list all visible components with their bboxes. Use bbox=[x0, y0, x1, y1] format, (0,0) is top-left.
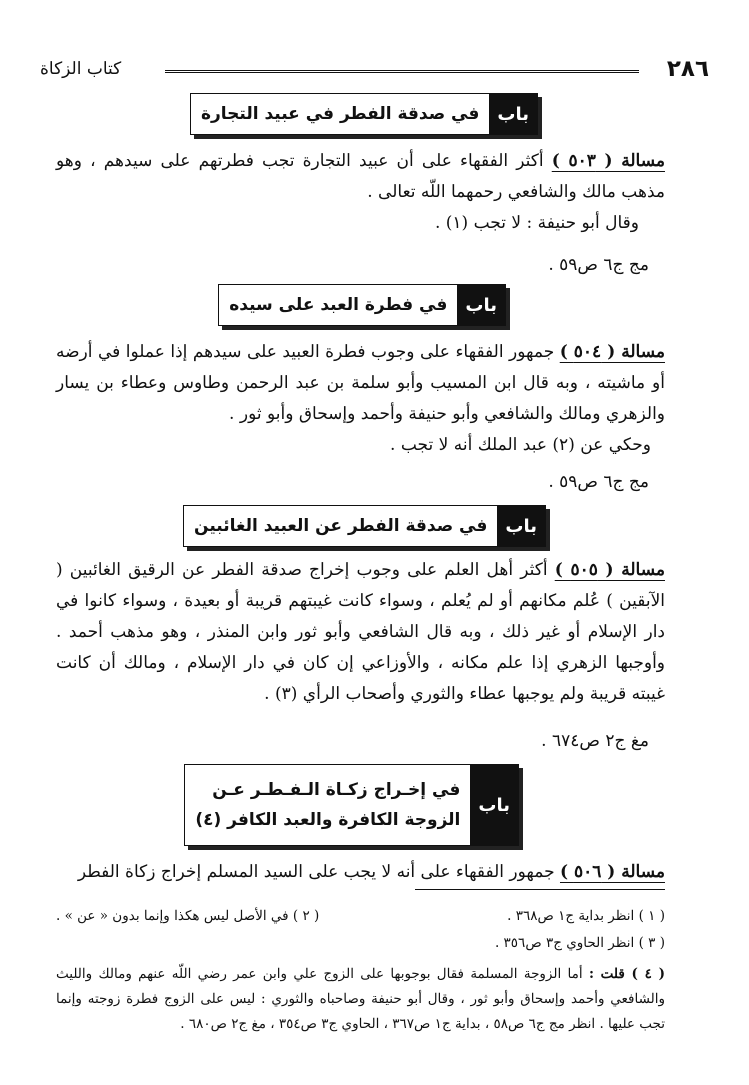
chapter-title bbox=[185, 765, 470, 845]
header-rule bbox=[165, 70, 639, 76]
reference-line: مج ج٦ ص٥٩ . bbox=[548, 472, 649, 492]
saying-line: وحكي عن (٢) عبد الملك أنه لا تجب . bbox=[390, 435, 651, 455]
footnote-3: ( ٣ ) انظر الحاوي ج٣ ص٣٥٦ . bbox=[494, 935, 665, 951]
masala-506 bbox=[56, 857, 665, 888]
bab-label: باب bbox=[489, 94, 537, 134]
chapter-heading-1 bbox=[190, 93, 538, 135]
footnote-rule bbox=[415, 889, 665, 890]
footnote-2: ( ٢ ) في الأصل ليس هكذا وإنما بدون « عن » . bbox=[56, 908, 320, 924]
footnote-row bbox=[56, 908, 665, 933]
bab-label: باب bbox=[497, 506, 545, 546]
masala-text: جمهور الفقهاء على وجوب فطرة العبيد على سيدهم إذا عملوا في أرضه أو ماشيته ، وبه قال ابن المسيب وأبو سلمة بن عبد الرحمن وطاوس وعطاء بن يسار والزهري ومالك والشافعي وأبو حنيفة وأحمد وإسحاق وأبو ثور . bbox=[56, 342, 665, 424]
masala-label: مسالة ( ٥٠٥ ) bbox=[554, 560, 665, 580]
bab-label: باب bbox=[457, 285, 505, 325]
masala-label: مسالة ( ٥٠٦ ) bbox=[559, 862, 665, 882]
reference-line: مغ ج٢ ص٦٧٤ . bbox=[541, 731, 649, 751]
masala-text: أكثر أهل العلم على وجوب إخراج صدقة الفطر عن الرقيق الغائبين ( الآبقين ) عُلم مكانهم أو لم يُعلم ، وسواء كانت غيبتهم قريبة أو بعيدة ، وسواء كانوا في دار الإسلام أو غير ذلك ، وبه قال الشافعي وأبو ثور وابن المنذر ، وهو مذهب أحمد . وأوجبها الزهري إذا علم مكانه ، والأوزاعي إن كان في دار الإسلام ، ومالك أن كانت غيبته قريبة ولم يوجبها عطاء والثوري وأصحاب الرأي (٣) . bbox=[56, 560, 665, 704]
running-header bbox=[40, 56, 709, 86]
saying-line: وقال أبو حنيفة : لا تجب (١) . bbox=[434, 213, 639, 233]
book-title: كتاب الزكاة bbox=[40, 59, 122, 79]
footnote-row bbox=[56, 935, 665, 960]
masala-505 bbox=[56, 555, 665, 710]
page-number: ٢٨٦ bbox=[666, 56, 709, 82]
bab-label: باب bbox=[470, 765, 518, 845]
chapter-title: في صدقة الفطر عن العبيد الغائبين bbox=[194, 516, 488, 536]
footnote-4-label: ( ٤ ) قلت : bbox=[588, 966, 666, 982]
footnote-1: ( ١ ) انظر بداية ج١ ص٣٦٨ . bbox=[507, 908, 665, 924]
chapter-title-line-1: في إخـراج زكـاة الـفـطـر عـن bbox=[212, 780, 461, 800]
masala-text: أكثر الفقهاء على أن عبيد التجارة تجب فطرتهم على سيدهم ، وهو مذهب مالك والشافعي رحمهما اللّه تعالى . bbox=[56, 151, 665, 202]
reference-line: مج ج٦ ص٥٩ . bbox=[548, 255, 649, 275]
masala-label: مسالة ( ٥٠٤ ) bbox=[559, 342, 665, 362]
chapter-title-line-2: الزوجة الكافرة والعبد الكافر (٤) bbox=[195, 810, 461, 830]
masala-text: جمهور الفقهاء على أنه لا يجب على السيد المسلم إخراج زكاة الفطر bbox=[77, 862, 555, 882]
chapter-heading-3 bbox=[183, 505, 546, 547]
footnote-4 bbox=[56, 962, 665, 1037]
masala-504 bbox=[56, 337, 665, 430]
chapter-heading-2 bbox=[218, 284, 506, 326]
chapter-heading-4 bbox=[184, 764, 519, 846]
chapter-title: في فطرة العبد على سيده bbox=[229, 295, 448, 315]
masala-503 bbox=[56, 146, 665, 208]
footnote-4-text: أما الزوجة المسلمة فقال بوجوبها على الزوج علي وابن عمر رضي اللّه عنهم ومالك والليث والشافعي وأحمد وإسحاق وأبو ثور ، وقال أبو حنيفة وصاحباه والثوري : ليس على الزوج فطرة زوجته وإنما تجب عليها . انظر مج ج٦ ص٥٨ ، بداية ج١ ص٣٦٧ ، الحاوي ج٣ ص٣٥٤ ، مغ ج٢ ص٦٨٠ . bbox=[56, 966, 665, 1032]
chapter-title: في صدقة الفطر في عبيد التجارة bbox=[200, 104, 480, 124]
masala-label: مسالة ( ٥٠٣ ) bbox=[551, 151, 665, 171]
